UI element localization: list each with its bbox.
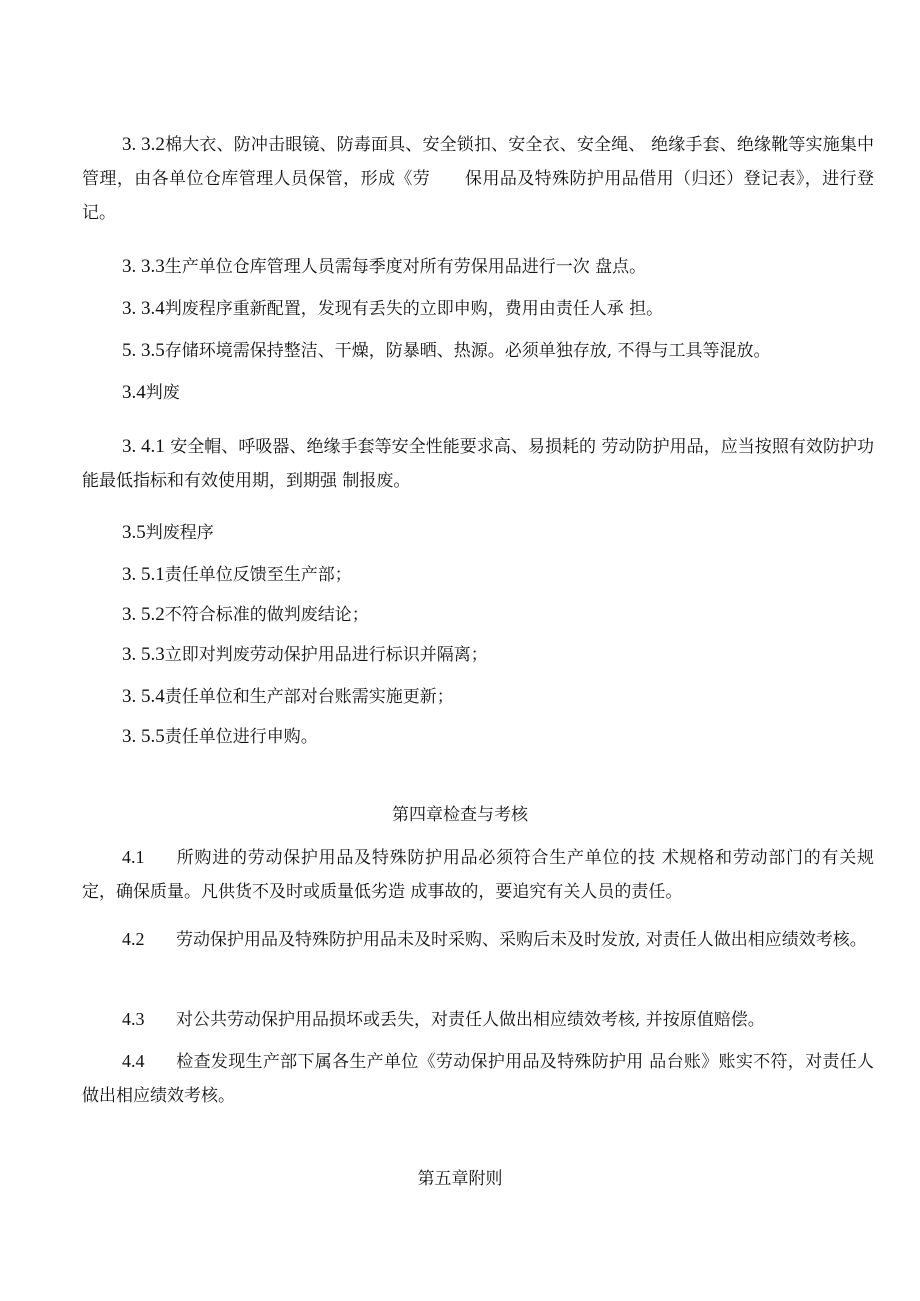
clause-text: 检查发现生产部下属各生产单位《劳动保护用品及特殊防护用 品台账》账实不符，对责任人做出相应绩效考核。	[82, 1052, 874, 1106]
clause-text: 判废程序重新配置，发现有丢失的立即申购，费用由责任人承 担。	[164, 299, 664, 319]
subsection-title: 判废程序	[145, 523, 214, 543]
clause-number: 4.1	[122, 847, 145, 867]
clause-number: 3. 3.3	[122, 256, 165, 277]
clause-text: 棉大衣、防冲击眼镜、防毒面具、安全锁扣、安全衣、安全绳、 绝缘手套、绝缘靴等实施集中管理，由各单位仓库管理人员保管，形成《劳 保用品及特殊防护用品借用（归还）登记表》，进行登记。	[82, 135, 875, 223]
subsection-title: 判废	[145, 383, 180, 403]
subsection-3-5-heading	[122, 516, 214, 550]
clause-text: 责任单位进行申购。	[164, 727, 318, 747]
clause-text: 安全帽、呼吸器、绝缘手套等安全性能要求高、易损耗的 劳动防护用品，应当按照有效防护功能最低指标和有效使用期，到期强 制报废。	[82, 437, 875, 491]
clause-3-5-3	[122, 638, 488, 672]
clause-5-3-5	[122, 334, 771, 368]
subsection-3-4-heading	[122, 376, 180, 410]
clause-text: 不符合标准的做判废结论；	[164, 605, 369, 625]
clause-number: 5. 3.5	[122, 340, 165, 361]
clause-number: 3. 5.1	[122, 564, 165, 585]
clause-number: 3. 5.2	[122, 604, 165, 625]
clause-number: 4.2	[122, 929, 145, 949]
clause-3-3-4	[122, 292, 663, 326]
clause-text: 所购进的劳动保护用品及特殊防护用品必须符合生产单位的技 术规格和劳动部门的有关规定，确保质量。凡供货不及时或质量低劣造 成事故的，要追究有关人员的责任。	[82, 848, 874, 902]
clause-3-3-3	[122, 250, 646, 284]
clause-number: 3. 5.3	[122, 644, 165, 665]
clause-number: 3. 3.2	[122, 134, 165, 155]
clause-text: 责任单位和生产部对台账需实施更新；	[164, 687, 454, 707]
clause-number: 3. 5.5	[122, 726, 165, 747]
clause-text: 立即对判废劳动保护用品进行标识并隔离；	[164, 645, 488, 665]
clause-text: 对公共劳动保护用品损坏或丢失，对责任人做出相应绩效考核, 并按原值赔偿。	[176, 1010, 765, 1030]
clause-text: 生产单位仓库管理人员需每季度对所有劳保用品进行一次 盘点。	[164, 257, 647, 277]
clause-3-3-2	[82, 128, 874, 230]
clause-3-5-5	[122, 720, 318, 754]
chapter-5-title: 第五章附则	[417, 1169, 503, 1189]
clause-number: 3. 5.4	[122, 686, 165, 707]
clause-text: 责任单位反馈至生产部；	[164, 565, 352, 585]
subsection-number: 3.4	[122, 382, 146, 403]
clause-number: 4.4	[122, 1051, 145, 1071]
clause-3-5-2	[122, 598, 369, 632]
clause-4-2	[82, 922, 874, 957]
subsection-number: 3.5	[122, 522, 146, 543]
clause-text: 劳动保护用品及特殊防护用品未及时采购、采购后未及时发放, 对责任人做出相应绩效考核。	[176, 930, 867, 950]
clause-number: 3. 3.4	[122, 298, 165, 319]
clause-3-5-4	[122, 680, 454, 714]
clause-number: 3. 4.1	[122, 436, 165, 457]
clause-3-5-1	[122, 558, 352, 592]
clause-number: 4.3	[122, 1009, 145, 1029]
clause-text: 存储环境需保持整洁、干燥，防暴晒、热源。必须单独存放, 不得与工具等混放。	[164, 341, 771, 361]
clause-4-4	[82, 1044, 874, 1113]
clause-4-1	[82, 840, 874, 909]
clause-3-4-1	[82, 430, 874, 498]
chapter-4-title: 第四章检查与考核	[392, 805, 528, 825]
clause-4-3	[82, 1002, 874, 1037]
